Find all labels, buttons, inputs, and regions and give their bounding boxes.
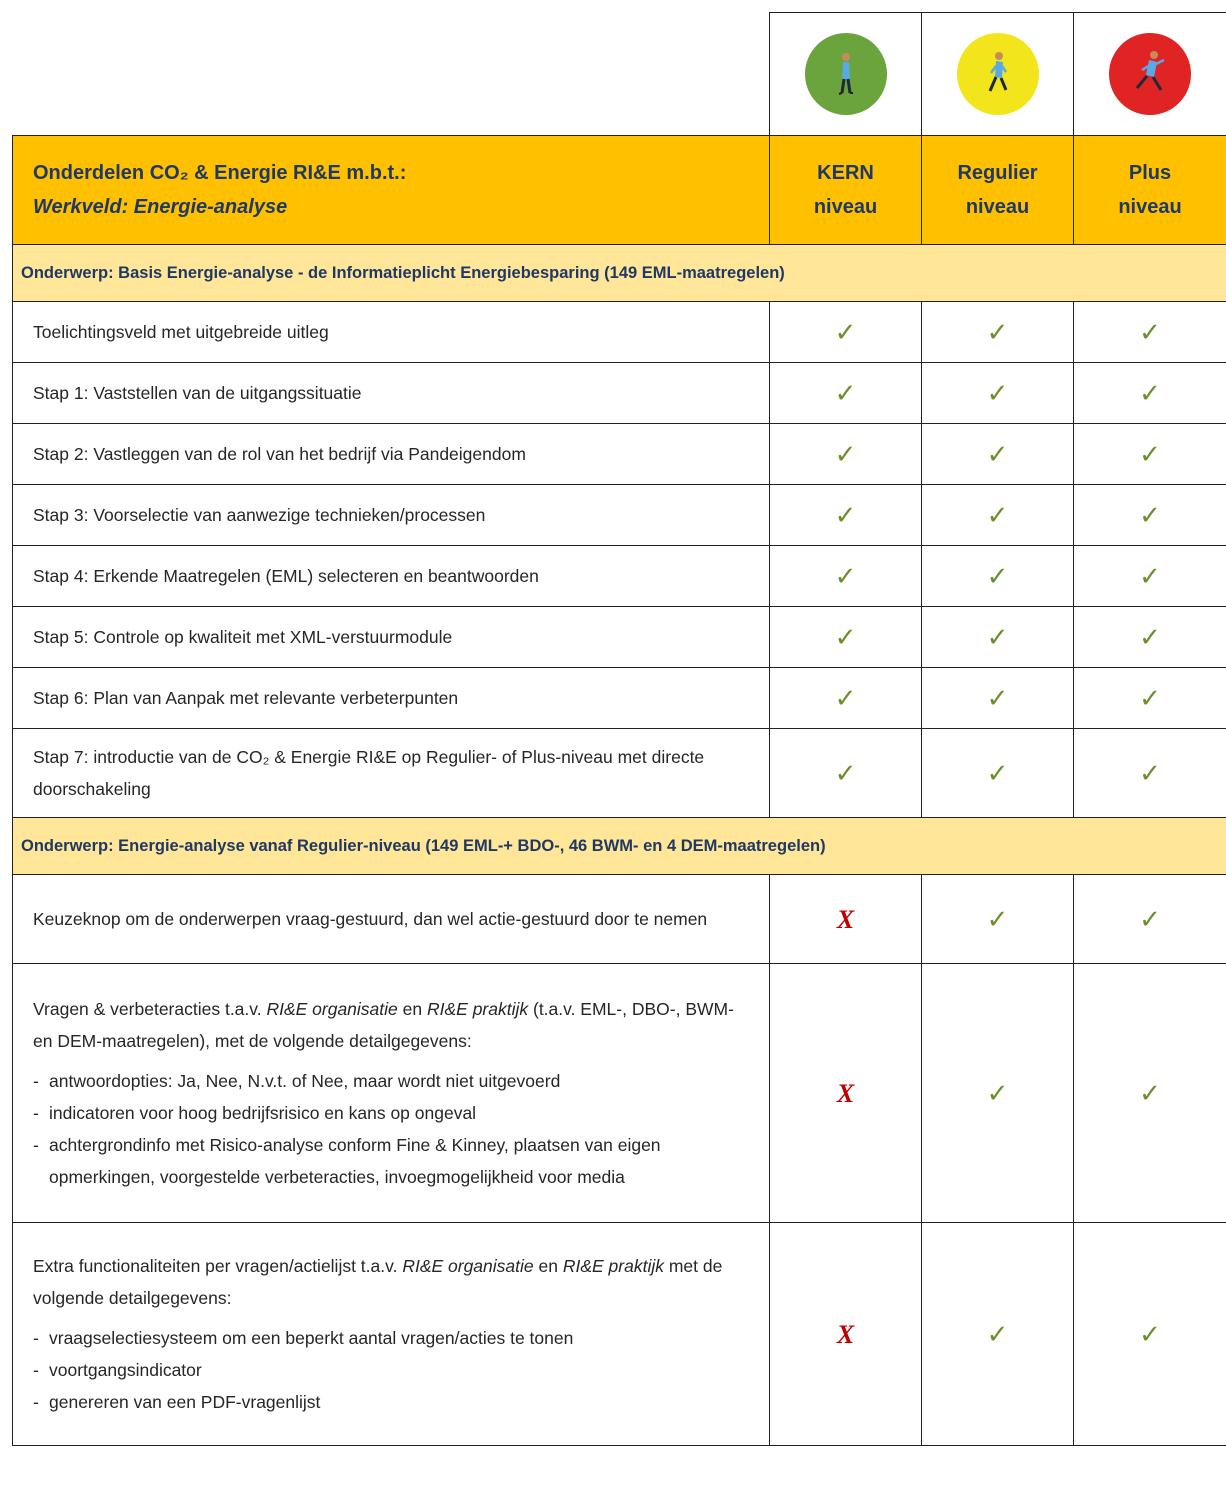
list-item: - voortgangsindicator xyxy=(33,1354,755,1386)
check-icon: ✓ xyxy=(1139,377,1161,408)
feature-label: Stap 2: Vastleggen van de rol van het bedrijf via Pandeigendom xyxy=(13,424,770,485)
running-person-icon xyxy=(1109,33,1191,115)
check-icon: ✓ xyxy=(834,377,857,408)
feature-description xyxy=(13,964,770,1223)
detail-list xyxy=(33,1065,755,1193)
desc-text: (t.a.v. EML-, DBO-, BWM- en DEM-maatregelen), met de volgende detailgegevens: xyxy=(33,999,734,1051)
check-icon: ✓ xyxy=(1139,499,1161,530)
cross-icon: X xyxy=(836,1078,855,1108)
check-icon: ✓ xyxy=(986,757,1009,788)
level-name: Regulier xyxy=(957,162,1038,184)
check-icon: ✓ xyxy=(1139,1077,1161,1108)
desc-emphasis: RI&E organisatie xyxy=(402,1256,534,1276)
level-name: KERN xyxy=(817,162,874,184)
check-icon: ✓ xyxy=(986,499,1009,530)
check-icon: ✓ xyxy=(986,560,1009,591)
kern-level-icon-cell xyxy=(770,13,922,136)
list-item: - genereren van een PDF-vragenlijst xyxy=(33,1386,755,1418)
regulier-level-header xyxy=(922,136,1074,245)
feature-label: Stap 7: introductie van de CO₂ & Energie RI&E op Regulier- of Plus-niveau met directe doorschakeling xyxy=(13,729,770,818)
check-icon: ✓ xyxy=(1139,560,1161,591)
table-row xyxy=(13,964,1226,1223)
table-row xyxy=(13,424,1226,485)
check-icon: ✓ xyxy=(1139,757,1161,788)
desc-emphasis: RI&E praktijk xyxy=(562,1256,664,1276)
feature-label: Keuzeknop om de onderwerpen vraag-gestuurd, dan wel actie-gestuurd door te nemen xyxy=(13,875,770,964)
check-icon: ✓ xyxy=(986,438,1009,469)
list-item: - achtergrondinfo met Risico-analyse conform Fine & Kinney, plaatsen van eigen opmerkingen, voorgestelde verbeteracties, invoegmogelijkheid voor media xyxy=(33,1129,755,1193)
plus-level-icon-cell xyxy=(1074,13,1226,136)
table-row xyxy=(13,546,1226,607)
desc-text: met de volgende detailgegevens: xyxy=(33,1256,723,1308)
feature-label: Stap 3: Voorselectie van aanwezige technieken/processen xyxy=(13,485,770,546)
feature-label: Stap 6: Plan van Aanpak met relevante verbeterpunten xyxy=(13,668,770,729)
table-row xyxy=(13,1223,1226,1446)
desc-text: Extra functionaliteiten per vragen/actielijst t.a.v. xyxy=(33,1256,403,1276)
check-icon: ✓ xyxy=(834,757,857,788)
level-suffix: niveau xyxy=(813,196,878,218)
detail-list xyxy=(33,1322,755,1418)
list-item: - antwoordopties: Ja, Nee, N.v.t. of Nee, maar wordt niet uitgevoerd xyxy=(33,1065,755,1097)
check-icon: ✓ xyxy=(986,621,1009,652)
list-item: - indicatoren voor hoog bedrijfsrisico en kans op ongeval xyxy=(33,1097,755,1129)
check-icon: ✓ xyxy=(834,682,857,713)
topic-heading: Onderwerp: Basis Energie-analyse - de Informatieplicht Energiebesparing (149 EML-maatregelen) xyxy=(13,245,1226,302)
desc-emphasis: RI&E praktijk xyxy=(426,999,529,1019)
desc-text: en xyxy=(397,999,427,1019)
check-icon: ✓ xyxy=(1139,682,1161,713)
level-suffix: niveau xyxy=(965,196,1030,218)
check-icon: ✓ xyxy=(1139,1318,1161,1349)
kern-level-header xyxy=(770,136,922,245)
desc-text: Vragen & verbeteracties t.a.v. xyxy=(33,999,267,1019)
table-row xyxy=(13,485,1226,546)
header-label-cell xyxy=(13,136,770,245)
jogging-person-icon xyxy=(957,33,1039,115)
table-subtitle: Werkveld: Energie-analyse xyxy=(33,196,288,218)
desc-text: en xyxy=(533,1256,563,1276)
check-icon: ✓ xyxy=(986,903,1009,934)
check-icon: ✓ xyxy=(986,1077,1009,1108)
cross-icon: X xyxy=(836,904,855,934)
level-name: Plus xyxy=(1128,162,1172,184)
level-suffix: niveau xyxy=(1118,196,1182,218)
feature-label: Toelichtingsveld met uitgebreide uitleg xyxy=(13,302,770,363)
regulier-level-icon-cell xyxy=(922,13,1074,136)
check-icon: ✓ xyxy=(986,377,1009,408)
topic-heading: Onderwerp: Energie-analyse vanaf Regulier-niveau (149 EML-+ BDO-, 46 BWM- en 4 DEM-maatregelen) xyxy=(13,818,1226,875)
check-icon: ✓ xyxy=(1139,438,1161,469)
empty-corner xyxy=(13,13,770,136)
check-icon: ✓ xyxy=(834,499,857,530)
feature-label: Stap 1: Vaststellen van de uitgangssituatie xyxy=(13,363,770,424)
feature-description xyxy=(13,1223,770,1446)
cross-icon: X xyxy=(836,1319,855,1349)
check-icon: ✓ xyxy=(1139,903,1161,934)
check-icon: ✓ xyxy=(834,438,857,469)
table-row xyxy=(13,875,1226,964)
feature-label: Stap 4: Erkende Maatregelen (EML) selecteren en beantwoorden xyxy=(13,546,770,607)
walking-person-icon xyxy=(805,33,887,115)
check-icon: ✓ xyxy=(986,682,1009,713)
table-row xyxy=(13,668,1226,729)
plus-level-header xyxy=(1074,136,1226,245)
table-row xyxy=(13,363,1226,424)
desc-emphasis: RI&E organisatie xyxy=(266,999,398,1019)
table-row xyxy=(13,729,1226,818)
check-icon: ✓ xyxy=(986,316,1009,347)
check-icon: ✓ xyxy=(1139,316,1161,347)
check-icon: ✓ xyxy=(834,316,857,347)
feature-label: Stap 5: Controle op kwaliteit met XML-verstuurmodule xyxy=(13,607,770,668)
comparison-table xyxy=(12,12,1226,1446)
table-row xyxy=(13,302,1226,363)
table-title: Onderdelen CO₂ & Energie RI&E m.b.t.: xyxy=(33,162,407,184)
check-icon: ✓ xyxy=(834,621,857,652)
check-icon: ✓ xyxy=(834,560,857,591)
check-icon: ✓ xyxy=(986,1318,1009,1349)
list-item: - vraagselectiesysteem om een beperkt aantal vragen/acties te tonen xyxy=(33,1322,755,1354)
table-row xyxy=(13,607,1226,668)
check-icon: ✓ xyxy=(1139,621,1161,652)
